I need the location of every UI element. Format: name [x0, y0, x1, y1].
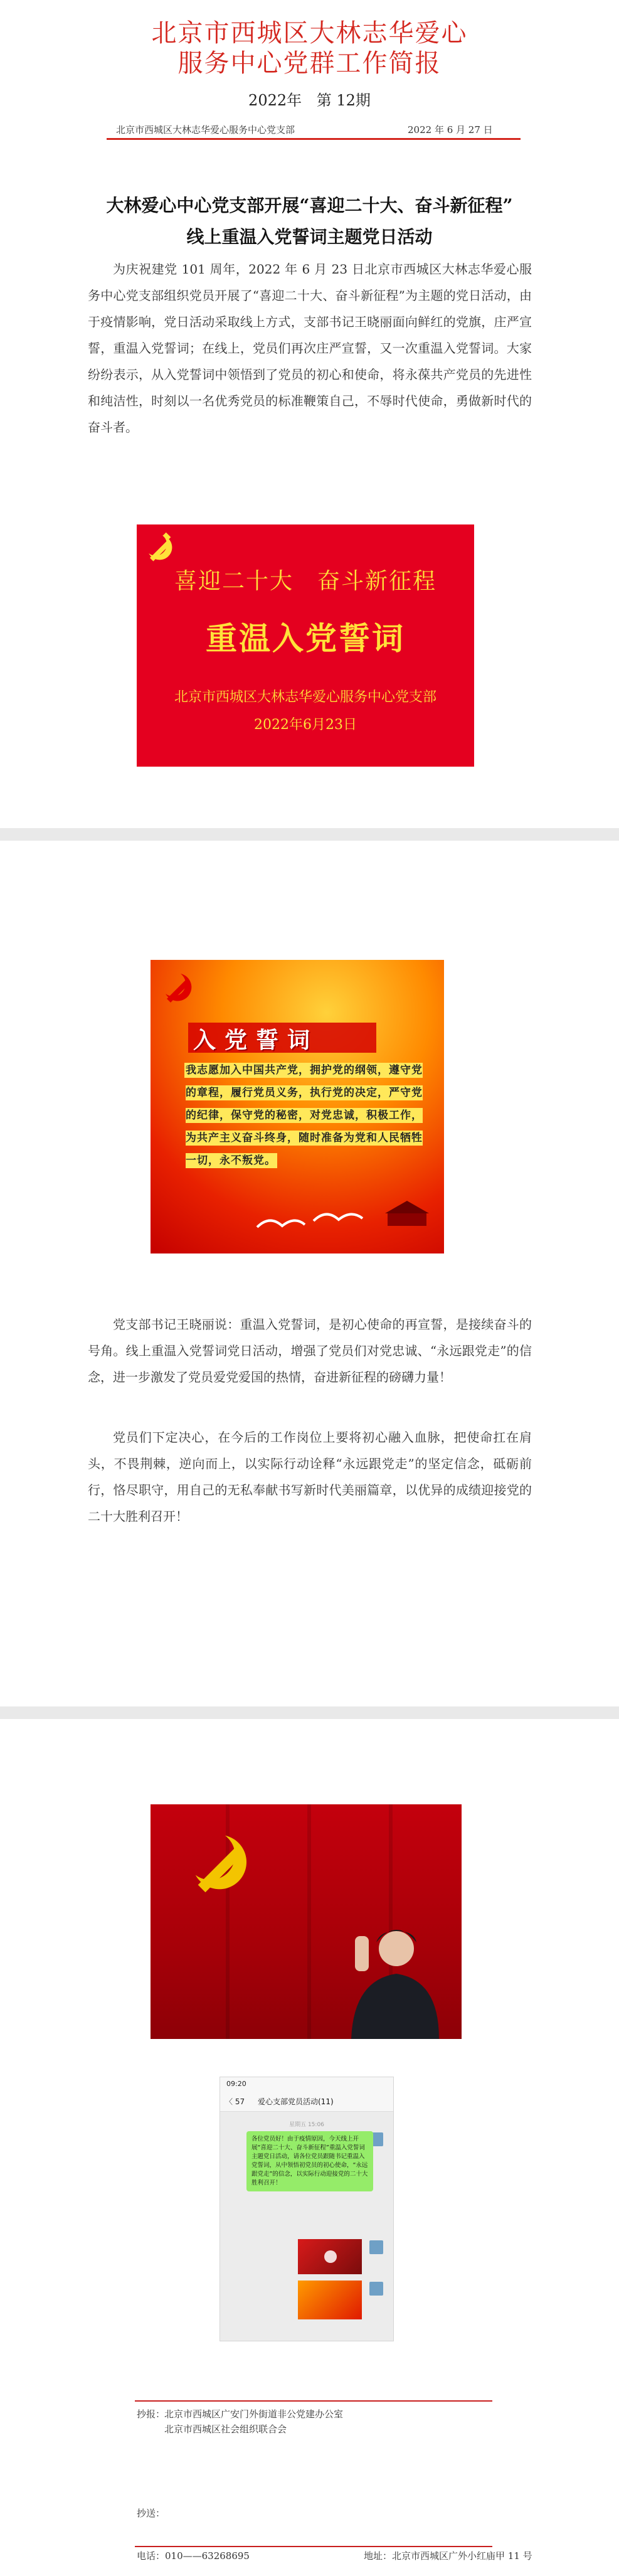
oath-text-body: 我志愿加入中国共产党，拥护党的纲领，遵守党的章程，履行党员义务，执行党的决定，严守党的纪律，保守党的秘密，对党忠诚，积极工作，为共产主义奋斗终身，随时准备为党和人民牺牲一切，永不叛党。: [186, 1064, 423, 1167]
party-emblem-icon: [161, 969, 198, 1006]
header-divider: [107, 138, 521, 140]
footer-divider-top: [135, 2400, 492, 2402]
tiananmen-icon: [385, 1197, 429, 1228]
contact-address: 地址：北京市西城区广外小红庙甲 11 号: [364, 2550, 532, 2562]
issue-date: 2022 年 6 月 27 日: [408, 124, 493, 136]
chat-timestamp: 星期五 15:06: [289, 2122, 324, 2128]
issue-year: 2022年: [248, 92, 302, 109]
oath-photo: [151, 1804, 462, 2039]
banner-slogan: 喜迎二十大 奋斗新征程: [174, 568, 436, 594]
contact-phone: 电话：010——63268695: [137, 2550, 250, 2562]
cc-recipient-1: 北京市西城区广安门外街道非公党建办公室: [164, 2408, 344, 2420]
banner-date: 2022年6月23日: [254, 717, 357, 733]
article-title-line1: 大林爱心中心党支部开展“喜迎二十大、奋斗新征程”: [106, 195, 513, 216]
article-paragraph-2: 党支部书记王晓丽说：重温入党誓词，是初心使命的再宣誓，是接续奋斗的号角。线上重温入党誓词党日活动，增强了党员们对党忠诚、“永远跟党走”的信念，进一步激发了党员爱党爱国的热情，奋进新征程的磅礴力量！: [88, 1317, 532, 1385]
party-emblem-icon: [186, 1826, 260, 1900]
person-figure: [339, 1917, 439, 2039]
status-time: 09:20: [226, 2080, 246, 2088]
send-label: 抄送：: [137, 2508, 166, 2519]
party-emblem-icon: [144, 531, 178, 565]
page-2: [0, 841, 619, 1706]
article-paragraph-3: 党员们下定决心，在今后的工作岗位上要将初心融入血脉，把使命扛在肩头，不畏荆棘，逆向而上，以实际行动诠释“永远跟党走”的坚定信念，砥砺前行，恪尽职守，用自己的无私奉献书写新时代美丽篇章，以优异的成绩迎接党的二十大胜利召开！: [88, 1430, 532, 1524]
chat-screenshot: [220, 2077, 394, 2341]
page-3: [0, 1719, 619, 2576]
chat-back-button: 〈 57: [225, 2097, 245, 2106]
event-banner-image: [137, 524, 474, 767]
issue-line: [0, 88, 619, 110]
avatar: [369, 2240, 383, 2254]
phone-status-bar: [220, 2077, 393, 2091]
chat-nav-bar: [220, 2091, 393, 2112]
page-1: [0, 0, 619, 828]
article-paragraph-1: 为庆祝建党 101 周年，2022 年 6 月 23 日北京市西城区大林志华爱心服务中心党支部组织党员开展了“喜迎二十大、奋斗新征程”为主题的党日活动，由于疫情影响，党日活动采取线上方式，支部书记王晓丽面向鲜红的党旗，庄严宣誓，重温入党誓词；在线上，党员们再次庄严宣誓，又一次重温入党誓词。大家纷纷表示，从入党誓词中领悟到了党员的初心和使命，将永葆共产党员的先进性和纯洁性，时刻以一名优秀党员的标准鞭策自己，不辱时代使命，勇做新时代的奋斗者。: [88, 262, 532, 435]
footer-divider-bottom: [135, 2546, 492, 2547]
oath-text: [186, 1059, 424, 1172]
chat-message-bubble: 各位党员好！由于疫情原因，今天线上开展“喜迎二十大、奋斗新征程”重温入党誓词主题党日活动，请各位党员跟随书记重温入党誓词，从中领悟初党员的初心使命，“永远跟党走”的信念，以实际行动迎接党的二十大胜利召开！: [246, 2131, 373, 2191]
issuing-org: 北京市西城区大林志华爱心服务中心党支部: [116, 124, 295, 136]
chat-group-name: 爱心支部党员活动(11): [258, 2097, 334, 2106]
doves-icon: [245, 1202, 370, 1240]
flag-fold: [307, 1804, 311, 2039]
article-title-line2: 线上重温入党誓词主题党日活动: [186, 226, 433, 247]
poster-title: 入党誓词: [193, 1027, 319, 1053]
bulletin-title-line1: 北京市西城区大林志华爱心: [151, 19, 468, 48]
banner-org: 北京市西城区大林志华爱心服务中心党支部: [174, 689, 436, 705]
avatar: [369, 2282, 383, 2296]
cc-recipient-2: 北京市西城区社会组织联合会: [164, 2424, 287, 2435]
chat-image-thumbnail: [298, 2281, 362, 2319]
banner-headline: 重温入党誓词: [206, 620, 405, 657]
issue-number: 第 12期: [316, 92, 371, 109]
play-icon: [324, 2250, 337, 2263]
cc-label: 抄报：: [137, 2408, 166, 2420]
bulletin-title-line2: 服务中心党群工作简报: [177, 49, 442, 78]
oath-poster-image: [151, 960, 444, 1253]
